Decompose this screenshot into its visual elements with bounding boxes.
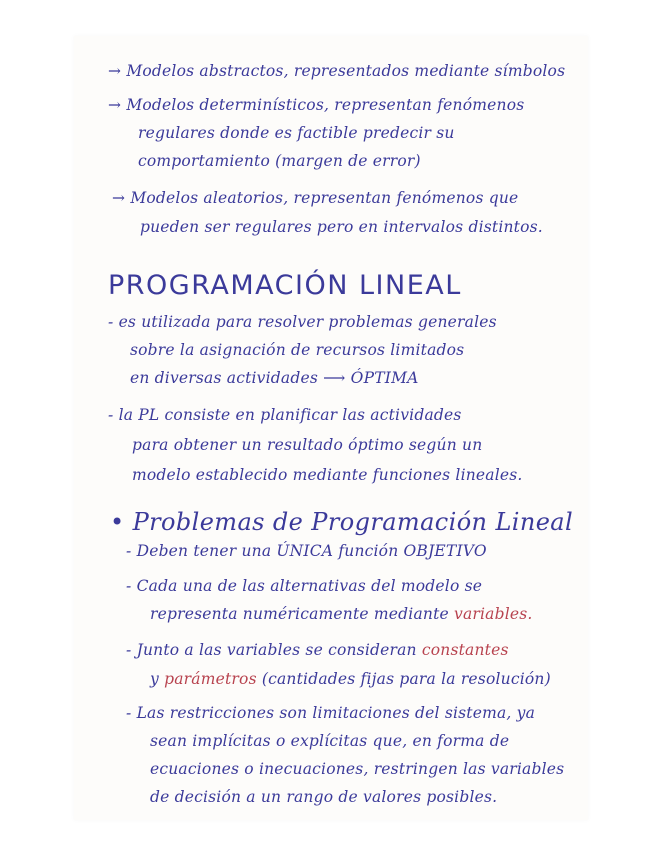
constants-note: (cantidades fijas para la resolución) bbox=[261, 670, 551, 688]
parameters-highlight: parámetros bbox=[164, 670, 257, 688]
model-deterministic-line3: comportamiento (margen de error) bbox=[138, 152, 421, 170]
model-abstract: → Modelos abstractos, representados mediante símbolos bbox=[108, 62, 566, 80]
restrictions-line1: - Las restricciones son limitaciones del sistema, ya bbox=[126, 704, 536, 722]
problem-objective: - Deben tener una ÚNICA función OBJETIVO bbox=[126, 542, 487, 560]
problem-constants-line2 bbox=[150, 670, 551, 688]
restrictions-line3: ecuaciones o inecuaciones, restringen las variables bbox=[150, 760, 565, 778]
pl-purpose-line3: modelo establecido mediante funciones lineales. bbox=[132, 466, 523, 484]
definition-line2: sobre la asignación de recursos limitados bbox=[130, 341, 465, 359]
problem-constants-line1 bbox=[126, 641, 509, 659]
model-deterministic-line2: regulares donde es factible predecir su bbox=[138, 124, 455, 142]
model-random-line1: → Modelos aleatorios, representan fenómenos que bbox=[112, 189, 519, 207]
section-title: PROGRAMACIÓN LINEAL bbox=[108, 270, 462, 301]
variables-highlight: variables. bbox=[454, 605, 533, 623]
pl-purpose-line1: - la PL consiste en planificar las actividades bbox=[108, 406, 462, 424]
restrictions-line2: sean implícitas o explícitas que, en forma de bbox=[150, 732, 510, 750]
constants-y: y bbox=[150, 670, 159, 688]
subsection-title: • Problemas de Programación Lineal bbox=[110, 508, 574, 536]
definition-line1: - es utilizada para resolver problemas generales bbox=[108, 313, 497, 331]
problem-alternatives-line2 bbox=[150, 605, 533, 623]
constants-highlight: constantes bbox=[421, 641, 509, 659]
model-deterministic-line1: → Modelos determinísticos, representan fenómenos bbox=[108, 96, 525, 114]
alternatives-text: representa numéricamente mediante bbox=[150, 605, 449, 623]
definition-line3: en diversas actividades ⟶ ÓPTIMA bbox=[130, 369, 419, 387]
model-random-line2: pueden ser regulares pero en intervalos distintos. bbox=[140, 218, 543, 236]
problem-alternatives-line1: - Cada una de las alternativas del modelo se bbox=[126, 577, 483, 595]
pl-purpose-line2: para obtener un resultado óptimo según un bbox=[132, 436, 483, 454]
restrictions-line4: de decisión a un rango de valores posibles. bbox=[150, 788, 498, 806]
constants-text: - Junto a las variables se consideran bbox=[126, 641, 417, 659]
